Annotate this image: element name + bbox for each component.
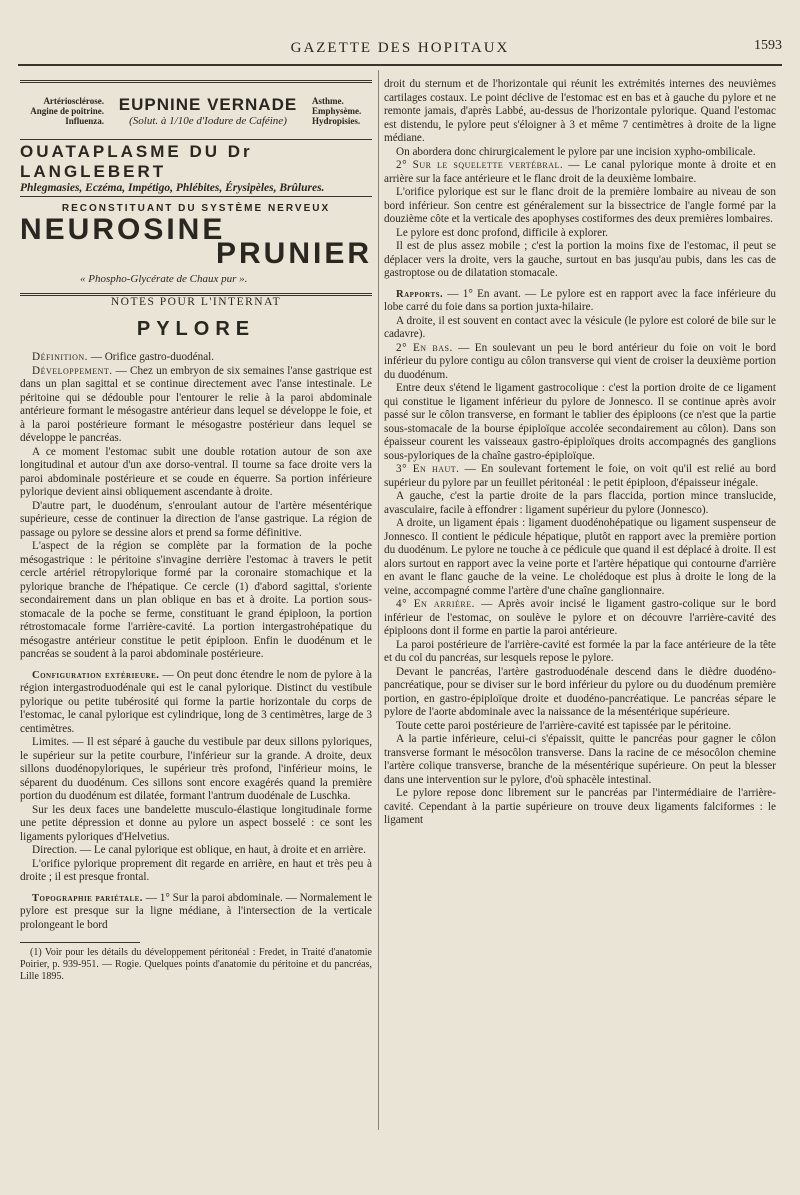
ad-eupnine-sub: (Solut. à 1/10e d'Iodure de Caféine) [129, 115, 287, 127]
ad-line: Asthme. [311, 96, 344, 106]
paragraph [20, 669, 372, 737]
journal-title: GAZETTE DES HOPITAUX [290, 40, 510, 56]
paragraph-text: — On peut donc étendre le nom de pylore à la région intergastroduodénale qui est le canal pylorique. Distinct du vestibule pylorique ou petite tubérosité qui forme la partie horizontale du corps de l'estomac, le canal pylorique est cylindrique, long de 3 centimètres, large de 3 centimètres. [20, 668, 372, 735]
paragraph [384, 463, 776, 490]
page-number: 1593 [754, 38, 782, 53]
ad-eupnine-brand: EUPNINE VERNADE [118, 95, 298, 114]
paragraph-lead: 2° Sur le squelette vertébral. [396, 159, 564, 171]
paragraph [384, 517, 776, 598]
paragraph [20, 351, 372, 365]
left-column [20, 78, 372, 983]
paragraph-lead: Rapports. [396, 288, 444, 300]
ad-line: Influenza. [65, 116, 104, 126]
paragraph [384, 186, 776, 227]
paragraph-lead: Développement. [32, 364, 113, 377]
paragraph-text: A la partie inférieure, celui-ci s'épaissit, quitte le pancréas pour gagner le côlon transverse formant le mésocôlon transverse. Dans la racine de ce mésocôlon chemine l'artère colique transverse, branche de la mésentérique supérieure. On peut la blesser dans une intervention sur le pylore, d'où sphacèle intestinal. [384, 733, 776, 786]
ad-eupnine-indications-left [20, 96, 104, 126]
paragraph-text: Sur les deux faces une bandelette musculo-élastique longitudinale forme une petite dépression et donne au pylore un aspect bosselé : ce sont les ligaments pyloriques d'Helvetius. [20, 803, 372, 843]
paragraph [384, 639, 776, 666]
paragraph-text: Toute cette paroi postérieure de l'arrière-cavité est tapissée par le péritoine. [396, 719, 732, 732]
paragraph [20, 446, 372, 500]
paragraph [384, 720, 776, 734]
ad-eupnine-indications-right [312, 96, 372, 126]
paragraph-text: — En soulevant fortement le foie, on voit qu'il est relié au bord supérieur du pylore par un feuillet péritonéal : le petit épiploon, d'épaisseur inégale. [384, 463, 776, 489]
footnote-rule [20, 942, 140, 943]
paragraph-lead: 3° En haut. [396, 463, 460, 475]
paragraph [20, 804, 372, 845]
paragraph-text: A gauche, c'est la partie droite de la pars flaccida, portion mince translucide, avasculaire, facile à effondrer : ligament supérieur du pylore (Jonnesco). [384, 490, 776, 516]
paragraph-text: Devant le pancréas, l'artère gastroduodénale descend dans le dièdre duodéno-pancréatique, pour se diviser sur le bord inférieur du pylore ou du duodénum première portion, en gastro-épiploïque droite et duodéno-pancréatique. Le pancréas sépare le pylore de l'aorte abdominale avec la naissance de la mésentérique supérieure. [384, 665, 776, 718]
paragraph-text: Le pylore est donc profond, difficile à explorer. [396, 226, 608, 239]
paragraph-lead: 2° En bas. [396, 341, 453, 354]
paragraph-text: Entre deux s'étend le ligament gastrocolique : c'est la portion droite de ce ligament qui constitue le ligament inférieur du pylore de Jonnesco. Il se continue après avoir passé sur le côlon transverse, en formant le tablier des épiploons (ce n'est que la partie sous-stomacale de la bourse épiploïque accolée secondairement au côlon). Dans son épaisseur courent les vaisseaux gastro-épiploïques droits accompagnés des ganglions sous-pyloriques de la chaîne gastro-épiploïque. [384, 382, 776, 462]
paragraph-text: Le pylore repose donc librement sur le pancréas par l'intermédiaire de l'arrière-cavité. Cependant à la partie supérieure on trouve deux ligaments falciformes : le ligament [384, 787, 776, 826]
masthead [18, 38, 782, 58]
footnote: (1) Voir pour les détails du développement péritonéal : Fredet, in Traité d'anatomie Poirier, p. 939-951. — Rogie. Quelques points d'anatomie du péritoine et du pancréas, Lille 1895. [20, 947, 372, 982]
paragraph-text: Il est de plus assez mobile ; c'est la portion la moins fixe de l'estomac, il peut se déplacer vers la droite, vers la gauche, surtout en bas jusqu'au pubis, dans les cas de gastroptose ou de dilatation stomacale. [384, 240, 776, 279]
paragraph [384, 288, 776, 315]
column-divider [378, 70, 379, 1130]
ad-line: Angine de poitrine. [30, 106, 104, 116]
ad-ouataplasme [20, 142, 372, 194]
ad-neurosine [20, 199, 372, 291]
paragraph-text: D'autre part, le duodénum, s'enroulant autour de l'artère mésentérique supérieure, cesse de continuer la direction de l'anse gastrique. La région de passage ou pylore se dessine alors et prend sa forme définitive. [20, 499, 372, 539]
paragraph-text: La paroi postérieure de l'arrière-cavité est formée la par la face antérieure de la tête et du col du pancréas, sur lesquels repose le pylore. [384, 638, 776, 664]
paragraph [384, 227, 776, 241]
paragraph [384, 240, 776, 281]
ad-line: Emphysème. [311, 106, 362, 116]
ad-neurosine-tag: RECONSTITUANT DU SYSTÈME NERVEUX [61, 203, 331, 214]
ad-prunier-brand: PRUNIER [215, 237, 372, 270]
paragraph [20, 858, 372, 885]
paragraph-text: A ce moment l'estomac subit une double rotation autour de son axe longitudinal et autour d'un axe dorso-ventral. Il tourne sa face droite vers la paroi abdominale postérieure et se coude en équerre. Sa portion inférieure pylorique devient ainsi obliquement ascendante à droite. [20, 445, 372, 498]
paragraph-lead: Configuration extérieure. [32, 669, 160, 681]
paragraph-lead: 4° En arrière. [396, 598, 475, 610]
paragraph-text: A droite, il est souvent en contact avec la vésicule (le pylore est coloré de bile sur le cadavre). [384, 314, 776, 340]
ad-eupnine [20, 85, 372, 137]
paragraph-lead: Topographie pariétale. [32, 892, 143, 904]
paragraph [20, 540, 372, 662]
paragraph [20, 500, 372, 541]
paragraph [20, 736, 372, 804]
paragraph-text: — Orifice gastro-duodénal. [87, 351, 215, 363]
masthead-rule [18, 64, 782, 66]
article-body-left [20, 351, 372, 932]
right-column [384, 78, 776, 828]
ad-rule [20, 80, 372, 83]
paragraph [384, 490, 776, 517]
paragraph-text: A droite, un ligament épais : ligament duodénohépatique ou ligament suspenseur de Jonnesco. Il contient le pédicule hépatique, plutôt en rapport avec la première portion du duodénum. Le pylore ne touche à ce pédicule que quand il est déplacé à droite. Il est alors surtout en rapport avec la veine porte et l'artère hépatique qui contourne d'arrière en avant le flanc gauche de la veine. Le cholédoque est plus à droite le long de la veine, accompagné comme l'artère d'une chaîne ganglionnaire. [384, 517, 776, 597]
paragraph [384, 733, 776, 787]
ad-rule [20, 196, 372, 197]
paragraph-text: Direction. — Le canal pylorique est oblique, en haut, à droite et en arrière. [32, 844, 366, 856]
ad-neurosine-tagline: « Phospho-Glycérate de Chaux pur ». [80, 273, 248, 285]
article-title: PYLORE [136, 318, 256, 340]
ad-neurosine-brand: NEUROSINE [20, 213, 226, 246]
ad-line: Artériosclérose. [43, 96, 104, 106]
paragraph-text: L'aspect de la région se complète par la formation de la poche mésogastrique : le péritoine s'invagine derrière l'estomac à travers le petit cercle artériel rétropylorique formé par la coronaire stomachique et la pylorique branche de l'hépatique. Ce cercle (1) d'abord sagittal, s'oriente secondairement dans un plan oblique en bas et à droite. La portion sous-stomacale de la poche se ferme, constituant le grand épiploon, la portion rétrostomacale forme l'arrière-cavité. La portion intergastrohépatique du mésogastre antérieur constitue le petit épiploon. Enfin le duodénum et le pancréas se soudent à la paroi abdominale postérieure. [20, 540, 372, 660]
paragraph [384, 666, 776, 720]
ad-ouataplasme-sub: Phlegmasies, Eczéma, Impétigo, Phlébites, Érysipèles, Brûlures. [20, 182, 325, 194]
paragraph [20, 365, 372, 446]
paragraph-text: — 1° Sur la paroi abdominale. — Normalement le pylore est presque sur la ligne médiane, à l'intersection de la verticale prolongeant le bord [20, 891, 372, 931]
section-heading: NOTES POUR L'INTERNAT [110, 296, 282, 308]
paragraph [384, 78, 776, 146]
paragraph [20, 844, 372, 858]
paragraph [384, 787, 776, 828]
paragraph-text: — 1° En avant. — Le pylore est en rapport avec la face inférieure du lobe carré du foie dans sa portion juxta-hilaire. [384, 287, 776, 313]
advertisement-block [20, 80, 372, 285]
paragraph-text: — En soulevant un peu le bord antérieur du foie on voit le bord inférieur du pylore contigu au côlon transverse qui vient de croiser la deuxième portion du duodénum. [384, 341, 776, 381]
ad-ouataplasme-brand: OUATAPLASME DU Dr LANGLEBERT [20, 142, 253, 181]
paragraph [384, 382, 776, 463]
paragraph-text: L'orifice pylorique proprement dit regarde en arrière, en haut et très peu à droite ; il est presque frontal. [20, 857, 372, 883]
ad-rule [20, 139, 372, 140]
ad-rule [20, 293, 372, 296]
paragraph-text: droit du sternum et de l'horizontale qui réunit les extrémités internes des neuvièmes cartilages costaux. Le point déclive de l'estomac est en bas et à gauche du pylore et ne remonte jamais, d'après Labbé, au-dessus de l'horizontale pylorique. Quand l'estomac est distendu, le pylore peut s'éloigner à 3 et même 7 centimètres à droite de la ligne médiane. [384, 78, 776, 144]
paragraph [384, 159, 776, 186]
paragraph [384, 146, 776, 160]
ad-eupnine-center [119, 95, 297, 127]
paragraph [384, 342, 776, 383]
paragraph-text: — Après avoir incisé le ligament gastro-colique sur le bord inférieur de l'estomac, on soulève le pylore et on découvre l'arrière-cavité des épiploons dont il forme en partie la paroi antérieure. [384, 598, 777, 637]
paragraph-text: L'orifice pylorique est sur le flanc droit de la première lombaire au niveau de son bord inférieur. Son centre est généralement sur la bissectrice de l'angle formé par la douzième côte et la verticale des apophyses costiformes des deux premières lombaires. [384, 186, 776, 225]
paragraph-text: Limites. — Il est séparé à gauche du vestibule par deux sillons pyloriques, le supérieur sur la petite courbure, l'inférieur sur la grande. A droite, deux sillons duodénopyloriques, le supérieur très profond, l'inférieur moins, le séparent du duodénum. Ces sillons sont encore exagérés quand la première portion du duodénum est dilatée, formant l'antrum duodénale de Luschka. [20, 736, 372, 802]
ad-line: Hydropisies. [311, 116, 361, 126]
paragraph [20, 892, 372, 933]
paragraph-lead: Définition. [32, 351, 88, 363]
paragraph-text: — Le canal pylorique monte à droite et en arrière sur la face antérieure et le flanc droit de la deuxième lombaire. [384, 159, 776, 185]
paragraph [384, 315, 776, 342]
paragraph-text: On abordera donc chirurgicalement le pylore par une incision xypho-ombilicale. [396, 145, 756, 158]
paragraph-text: — Chez un embryon de six semaines l'anse gastrique est dans un plan sagittal et se continue directement avec l'anse intestinale. Le péritoine qui se dédouble pour l'entourer le relie à la paroi abdominale antérieure formant le mésogastre antérieur dans lequel se développe le foie, et à la paroi postérieure formant le mésogastre postérieur dans lequel se développe le pancréas. [20, 364, 372, 444]
paragraph [384, 598, 776, 639]
article-body-right [384, 78, 776, 828]
